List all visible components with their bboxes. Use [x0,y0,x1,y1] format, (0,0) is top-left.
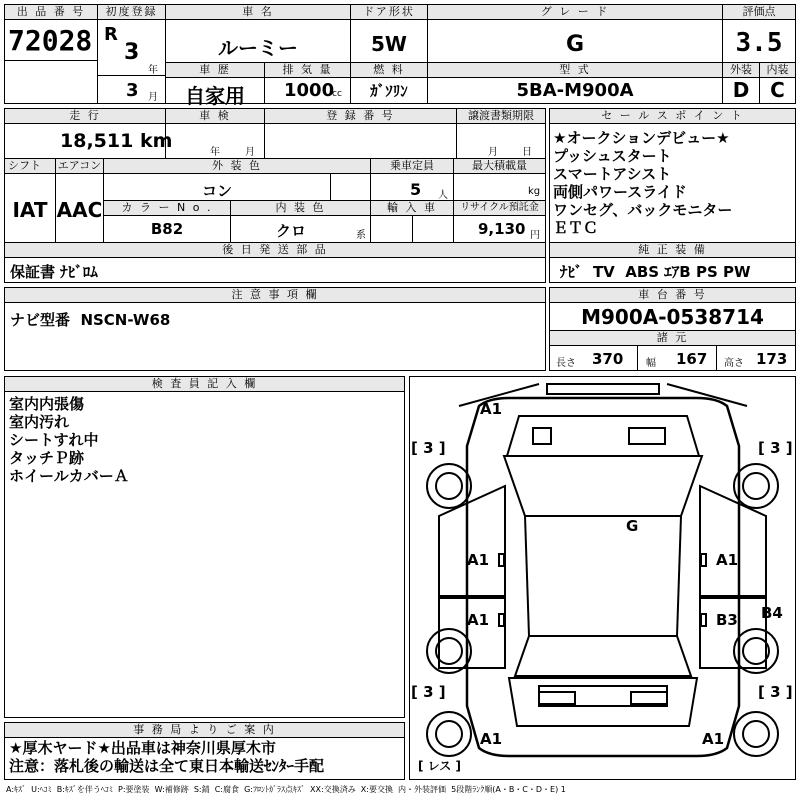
inspection-header: 車 検 [166,109,264,124]
later-parts: 保証書 ﾅﾋﾞﾛﾑ [10,263,98,281]
inspector-note: 室内内張傷 [9,395,85,413]
fuel-header: 燃 料 [351,63,427,78]
tire-front-left: [ 3 ] [411,439,446,457]
inspector-notes [9,395,129,485]
ext-color-header: 外 装 色 [104,159,370,174]
mileage-header: 走 行 [5,109,165,124]
fuel: ｶﾞｿﾘﾝ [370,82,408,100]
tire-front-right: [ 3 ] [758,439,793,457]
mileage: 18,511 [60,130,134,152]
transfer-day-unit: 日 [522,147,532,158]
later-parts-header: 後 日 発 送 部 品 [5,243,545,258]
mark-right-rear-fender: B4 [761,604,783,622]
transfer-month-unit: 月 [488,147,498,158]
sales-point-header: セ ー ル ス ポ イ ン ト [550,109,795,124]
car-name: ルーミー [218,36,298,60]
chassis-header: 車 台 番 号 [550,288,795,303]
inspector-note: 室内汚れ [9,413,70,431]
tire-rear-left: [ 3 ] [411,683,446,701]
color-no: B82 [150,220,184,238]
office-note: 注意：落札後の輸送は全て東日本輸送ｾﾝﾀｰ手配 [9,757,325,775]
transfer-doc-header: 譲渡書類期限 [457,109,545,124]
mileage-unit: km [140,130,173,152]
model-type: 5BA-M900A [516,80,634,101]
reg-year-unit: 年 [148,65,158,76]
inspector-header: 検 査 員 記 入 欄 [5,377,404,392]
displacement: 1000 [284,80,335,101]
door-type: 5W [371,32,407,56]
inspection-month-unit: 月 [245,147,255,158]
inspector-note: ホイールカバーＡ [9,467,129,485]
recycle: 9,130 [478,220,526,238]
door-header: ドア形状 [351,5,427,20]
capacity-header: 乗車定員 [371,159,453,174]
reg-month: 3 [126,80,139,101]
notes-header: 注 意 事 項 欄 [5,288,545,303]
length: 370 [592,350,624,368]
car-diagram [409,376,796,780]
int-color-header: 内 装 色 [231,201,370,216]
width-label: 幅 [646,358,656,369]
sales-point-item: 両側パワースライド [553,183,687,201]
reg-month-unit: 月 [148,92,158,103]
chassis-no: M900A-0538714 [581,305,764,329]
import-header: 輸 入 車 [371,201,453,216]
car-name-header: 車 名 [166,5,350,20]
mark-left-front-door: A1 [467,551,490,569]
exterior-header: 外装 [723,63,759,78]
legend: A:ｷｽﾞ U:ﾍｺﾐ B:ｷｽﾞを伴うﾍｺﾐ P:要塗装 W:補修跡 S:錆 C:腐食 G:ﾌﾛﾝﾄｶﾞﾗｽ点ｷｽﾞ XX:交換済み X:要交換 内・外装評価 5段階ﾗﾝｸ順(A・B・C・D・E) 1 [6,785,566,794]
aircon: AAC [56,198,103,222]
shift-header: シフト [5,159,55,174]
mark-windshield: G [626,517,639,535]
sales-point-item: ★オークションデビュー★ [553,129,730,147]
interior-header: 内装 [760,63,795,78]
recycle-header: リサイクル預託金 [454,201,545,216]
tire-rear-right: [ 3 ] [758,683,793,701]
color-no-header: カ ラ ー N o . [104,201,230,216]
aircon-header: エアコン [57,159,102,172]
inspector-note: タッチＰ跡 [9,449,85,467]
history-header: 車 歴 [166,63,264,78]
ext-color: コン [201,182,232,200]
height: 173 [756,350,788,368]
reg-no-header: 登 録 番 号 [265,109,456,124]
sales-point-item: スマートアシスト [553,165,672,183]
first-reg-header: 初度登録 [98,5,165,20]
spare-tire: [ レス ] [418,759,461,773]
max-load-header: 最大積載量 [454,159,545,174]
capacity: 5 [410,180,422,199]
sales-point-item: プッシュスタート [553,147,672,165]
length-label: 長さ [556,358,576,369]
recycle-unit: 円 [530,230,540,241]
era: R [104,24,118,45]
mark-rear-right: A1 [702,730,725,748]
displacement-unit: cc [332,89,342,99]
mark-front-left: A1 [480,400,503,418]
grade: G [565,32,585,57]
model-type-header: 型 式 [428,63,722,78]
inspector-note: シートすれ中 [9,431,99,449]
width: 167 [676,350,708,368]
specs-header: 諸 元 [550,331,795,346]
genuine-header: 純 正 装 備 [550,243,795,258]
load-unit: kg [528,186,541,197]
grade-header: グ レ ー ド [428,5,722,20]
sales-point-item: ＥＴＣ [553,219,599,237]
genuine-equipment: ﾅﾋﾞ TV ABS ｴｱB PS PW [560,263,751,281]
office-notes [9,739,324,775]
score-header: 評価点 [723,5,795,20]
mark-left-rear-door: A1 [467,611,490,629]
shift: IAT [12,198,48,222]
sales-point-item: ワンセグ、バックモニター [553,201,733,219]
sales-point-list [553,129,732,237]
mark-right-front-door: A1 [716,551,739,569]
history: 自家用 [185,84,245,108]
reg-year: 3 [124,40,140,65]
displacement-header: 排 気 量 [265,63,350,78]
exterior-grade: D [732,78,750,102]
mark-right-rear-door: B3 [716,611,738,629]
score: 3.5 [735,28,783,58]
lot-number: 72028 [8,24,93,57]
interior-grade: C [770,78,785,102]
office-header: 事 務 局 よ り ご 案 内 [5,723,404,738]
int-color: クロ [275,222,306,240]
notes: ナビ型番 NSCN-W68 [10,311,171,329]
inspection-year-unit: 年 [210,147,220,158]
height-label: 高さ [724,358,744,369]
office-note: ★厚木ヤード★出品車は神奈川県厚木市 [9,739,276,757]
lot-no-header: 出 品 番 号 [5,5,97,20]
int-color-unit: 系 [356,230,366,241]
capacity-unit: 人 [438,190,448,201]
mark-rear-left: A1 [480,730,503,748]
